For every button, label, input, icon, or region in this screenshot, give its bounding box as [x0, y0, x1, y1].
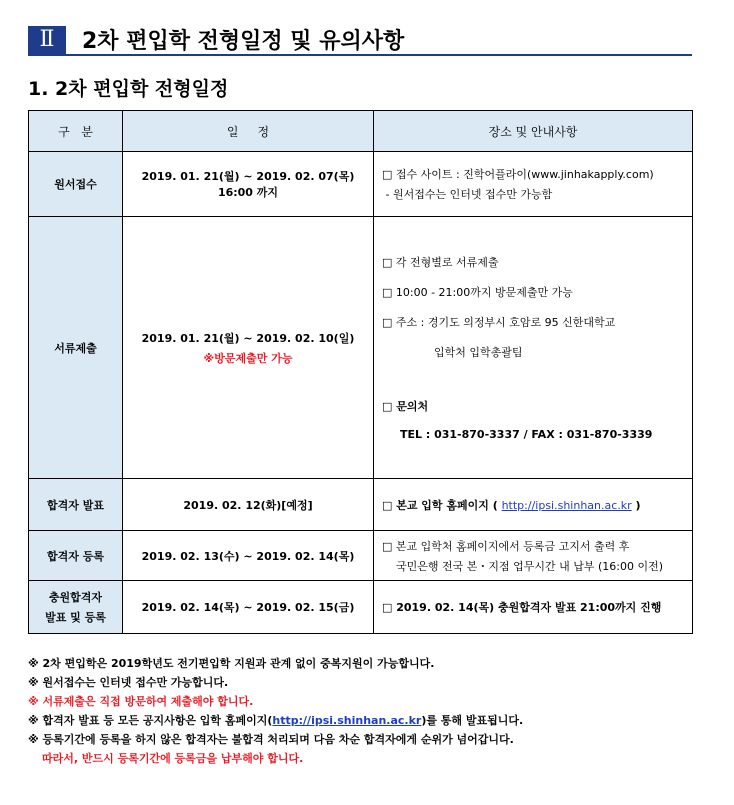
- table-row: [29, 479, 693, 531]
- info-line: □ 문의처: [382, 400, 429, 413]
- row-date: 2019. 01. 21(월) ~ 2019. 02. 07(목) 16:00 까지: [123, 152, 374, 217]
- section-divider: [28, 54, 692, 56]
- info-line: □ 주소 : 경기도 의정부시 호암로 95 신한대학교: [382, 316, 616, 329]
- info-line: 입학처 입학총괄팀: [434, 346, 523, 359]
- note-item: ※ 2차 편입학은 2019학년도 전기편입학 지원과 관계 없이 중복지원이 가능합니다.: [28, 657, 435, 670]
- note-item-warning: ※ 서류제출은 직접 방문하여 제출해야 합니다.: [28, 695, 254, 708]
- note-item: ※ 등록기간에 등록을 하지 않은 합격자는 불합격 처리되며 다음 차순 합격자에게 순위가 넘어갑니다.: [28, 733, 514, 746]
- row-info: [374, 217, 693, 479]
- section-title: 2차 편입학 전형일정 및 유의사항: [82, 29, 405, 54]
- row-info: [374, 479, 693, 531]
- info-line: □ 각 전형별로 서류제출: [382, 256, 499, 269]
- label-line: 충원합격자: [48, 591, 103, 604]
- info-line: □ 10:00 - 21:00까지 방문제출만 가능: [382, 286, 573, 299]
- note-item: ※ 원서접수는 인터넷 접수만 가능합니다.: [28, 676, 229, 689]
- row-label: 원서접수: [29, 152, 123, 217]
- row-label: 합격자 발표: [29, 479, 123, 531]
- row-label: [29, 581, 123, 634]
- table-row: [29, 152, 693, 217]
- info-line: □ 접수 사이트 : 진학어플라이(www.jinhakapply.com): [382, 168, 654, 181]
- contact-line: TEL : 031-870-3337 / FAX : 031-870-3339: [400, 428, 653, 441]
- info-line: - 원서접수는 인터넷 접수만 가능함: [382, 188, 553, 201]
- row-date: 2019. 02. 12(화)[예정]: [123, 479, 374, 531]
- row-date: 2019. 02. 14(목) ~ 2019. 02. 15(금): [123, 581, 374, 634]
- table-header-row: [29, 111, 693, 152]
- row-info: [374, 531, 693, 581]
- info-suffix: ): [631, 498, 641, 512]
- table-row: [29, 581, 693, 634]
- date-range: 2019. 01. 21(월) ~ 2019. 02. 10(일): [141, 331, 355, 345]
- label-line: 발표 및 등록: [45, 611, 106, 624]
- note-item: [28, 711, 708, 730]
- table-row: [29, 217, 693, 479]
- section-number-badge: Ⅱ: [28, 26, 66, 54]
- homepage-link[interactable]: http://ipsi.shinhan.ac.kr: [272, 714, 422, 727]
- homepage-link[interactable]: http://ipsi.shinhan.ac.kr: [501, 498, 632, 512]
- row-label: 합격자 등록: [29, 531, 123, 581]
- header-location-info: 장소 및 안내사항: [374, 111, 693, 152]
- note-suffix: )를 통해 발표됩니다.: [421, 714, 524, 727]
- header-category: 구 분: [29, 111, 123, 152]
- subsection-title: 1. 2차 편입학 전형일정: [28, 78, 229, 100]
- info-line: 국민은행 전국 본・지점 업무시간 내 납부 (16:00 이전): [396, 559, 664, 573]
- note-prefix: ※ 합격자 발표 등 모든 공지사항은 입학 홈페이지(: [28, 714, 273, 727]
- row-label: 서류제출: [29, 217, 123, 479]
- info-line: □ 2019. 02. 14(목) 충원합격자 발표 21:00까지 진행: [382, 601, 662, 614]
- row-date: 2019. 02. 13(수) ~ 2019. 02. 14(목): [123, 531, 374, 581]
- info-line: □ 본교 입학처 홈페이지에서 등록금 고지서 출력 후: [382, 539, 630, 553]
- note-item-warning: 따라서, 반드시 등록기간에 등록금을 납부해야 합니다.: [42, 752, 304, 765]
- header-schedule: 일 정: [123, 111, 374, 152]
- row-info: [374, 152, 693, 217]
- schedule-table: [28, 110, 693, 634]
- row-date: [123, 217, 374, 479]
- info-prefix: □ 본교 입학 홈페이지 (: [382, 498, 502, 512]
- table-row: [29, 531, 693, 581]
- notes-list: [28, 654, 708, 768]
- row-info: [374, 581, 693, 634]
- section-header: [28, 26, 696, 56]
- date-note: ※방문제출만 가능: [203, 351, 293, 365]
